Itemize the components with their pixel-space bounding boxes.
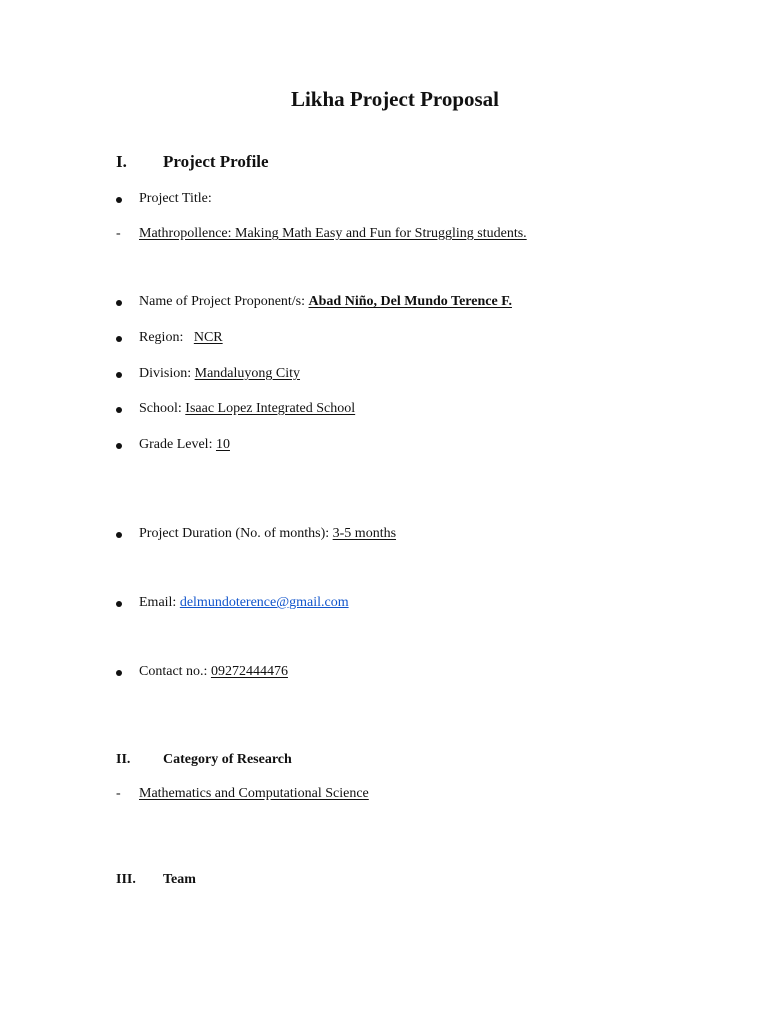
school-line bbox=[139, 401, 355, 417]
project-title-label: Project Title: bbox=[139, 191, 212, 206]
region-label: Region: bbox=[139, 330, 184, 345]
proponent-value: Abad Niño, Del Mundo Terence F. bbox=[308, 294, 512, 309]
division-label: Division: bbox=[139, 366, 192, 381]
bullet-icon bbox=[116, 407, 122, 413]
division-line bbox=[139, 366, 300, 382]
bullet-icon bbox=[116, 601, 122, 607]
division-value: Mandaluyong City bbox=[194, 366, 301, 381]
section-heading-team: Team bbox=[163, 872, 196, 887]
grade-line bbox=[139, 437, 230, 453]
region-line bbox=[139, 330, 223, 346]
contact-label: Contact no.: bbox=[139, 664, 208, 679]
school-value: Isaac Lopez Integrated School bbox=[185, 401, 356, 416]
email-label: Email: bbox=[139, 595, 177, 610]
duration-line bbox=[139, 526, 396, 542]
project-title-value: Mathropollence: Making Math Easy and Fun for Struggling students. bbox=[139, 226, 527, 241]
school-label: School: bbox=[139, 401, 182, 416]
bullet-icon bbox=[116, 300, 122, 306]
duration-label: Project Duration (No. of months): bbox=[139, 526, 330, 541]
dash-marker: - bbox=[116, 786, 121, 801]
proponent-line bbox=[139, 294, 512, 310]
section-number-ii: II. bbox=[116, 752, 131, 767]
section-number-i: I. bbox=[116, 152, 127, 171]
proponent-label: Name of Project Proponent/s: bbox=[139, 294, 306, 309]
bullet-icon bbox=[116, 443, 122, 449]
email-line bbox=[139, 595, 349, 611]
grade-label: Grade Level: bbox=[139, 437, 213, 452]
grade-value: 10 bbox=[215, 437, 230, 452]
section-heading-project-profile: Project Profile bbox=[163, 152, 269, 171]
contact-line bbox=[139, 664, 288, 680]
duration-value: 3-5 months bbox=[332, 526, 397, 541]
section-heading-category: Category of Research bbox=[163, 752, 292, 767]
region-value: NCR bbox=[193, 330, 223, 345]
document-title: Likha Project Proposal bbox=[290, 87, 500, 111]
email-link[interactable]: delmundoterence@gmail.com bbox=[179, 595, 349, 610]
bullet-icon bbox=[116, 670, 122, 676]
section-number-iii: III. bbox=[116, 872, 136, 887]
bullet-icon bbox=[116, 532, 122, 538]
category-value: Mathematics and Computational Science bbox=[139, 786, 369, 801]
bullet-icon bbox=[116, 372, 122, 378]
contact-value: 09272444476 bbox=[210, 664, 288, 679]
bullet-icon bbox=[116, 336, 122, 342]
bullet-icon bbox=[116, 197, 122, 203]
dash-marker: - bbox=[116, 226, 121, 241]
